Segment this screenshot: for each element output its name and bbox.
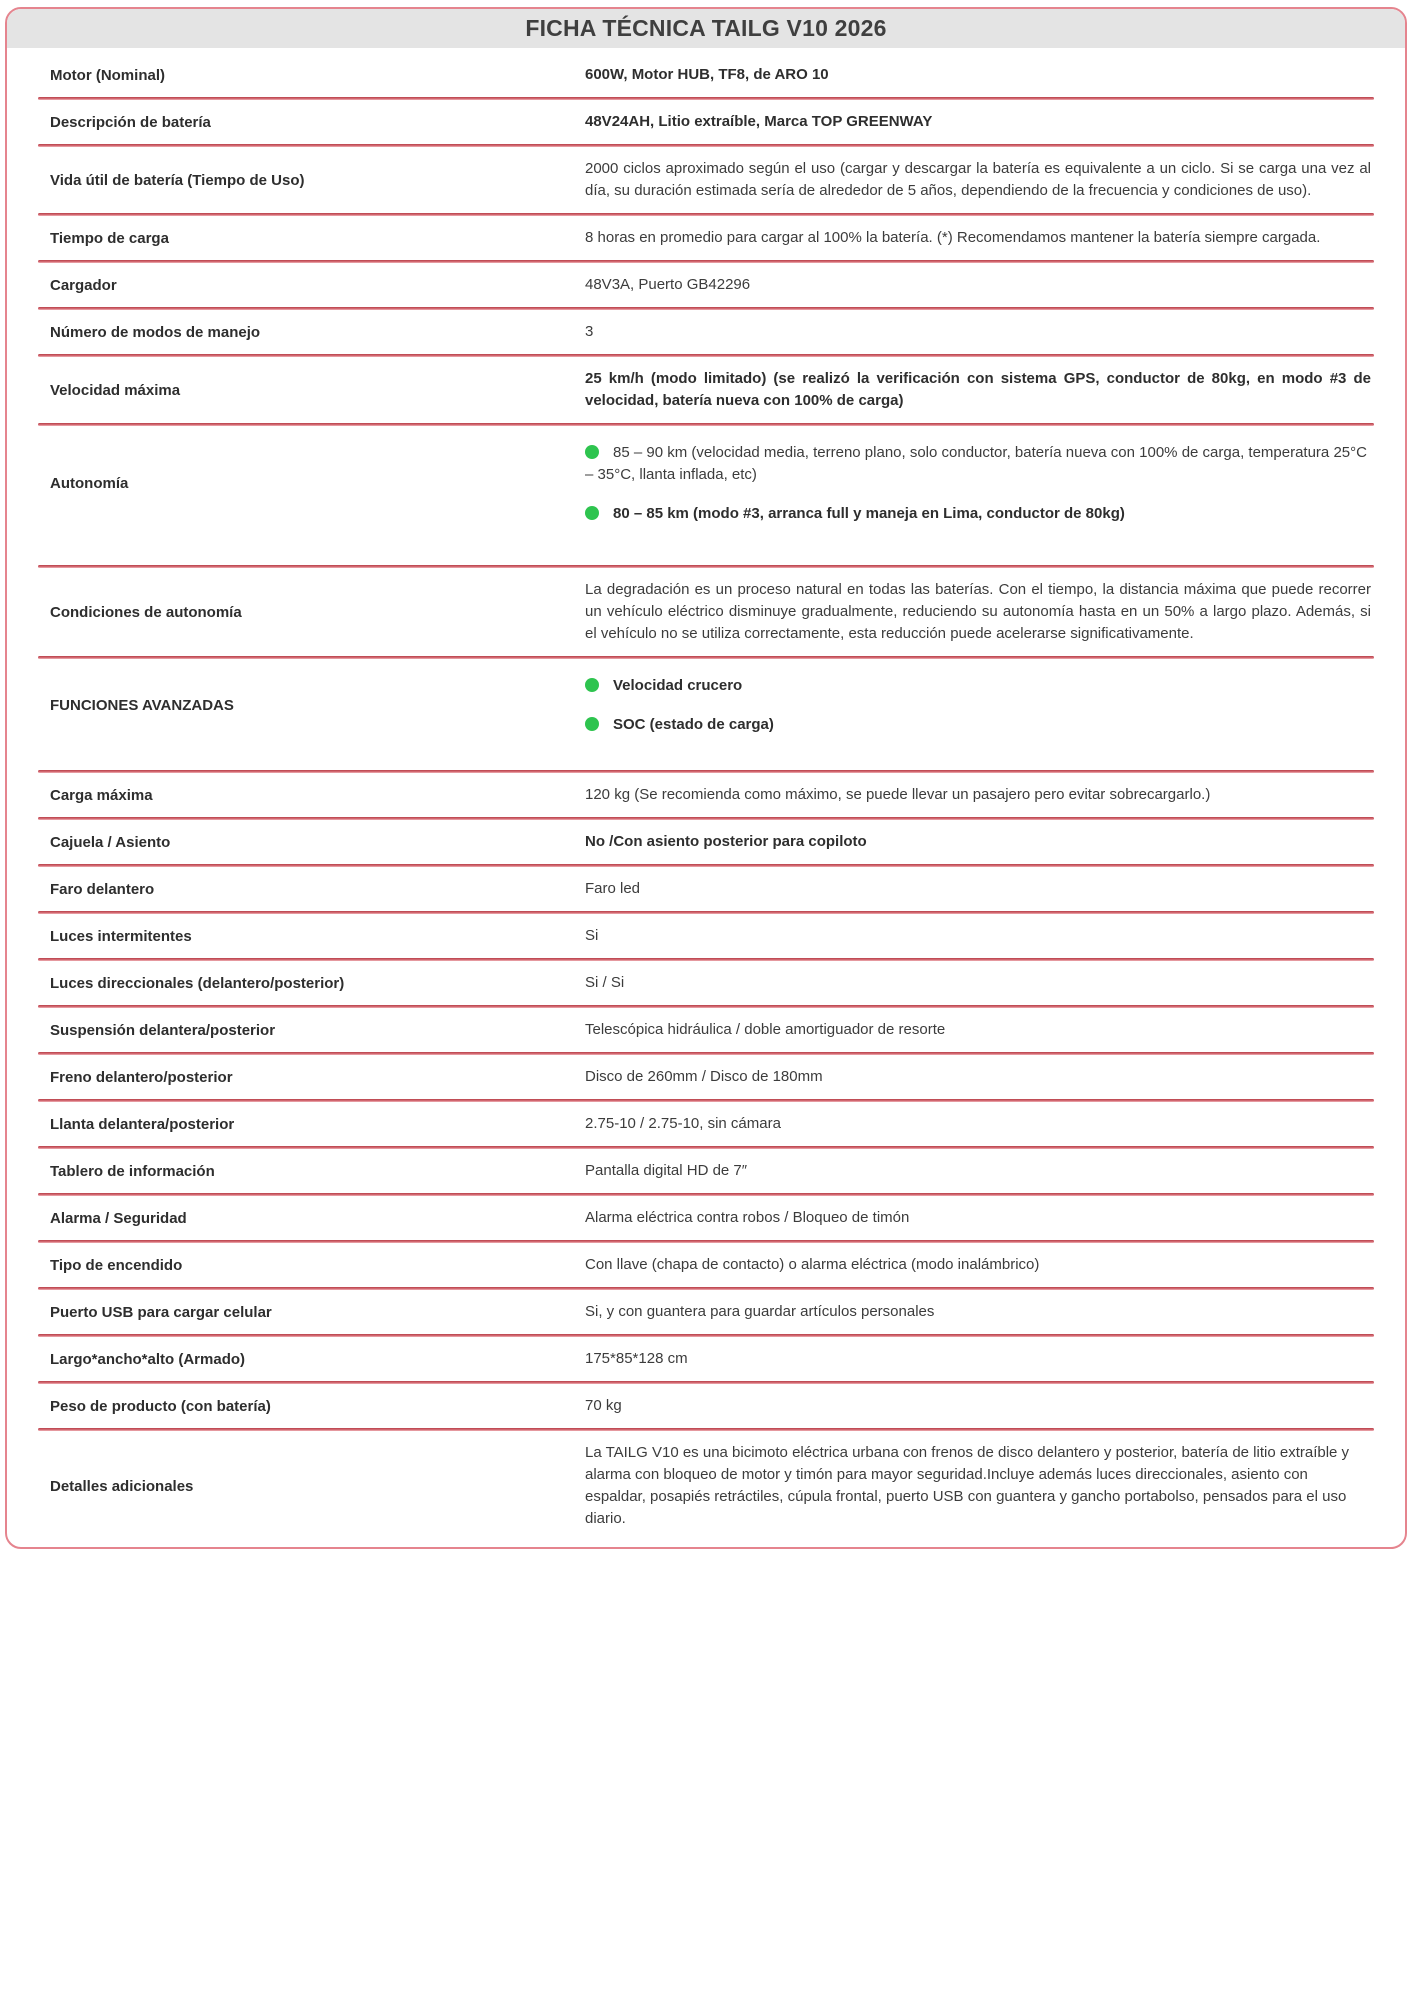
spec-value: La TAILG V10 es una bicimoto eléctrica urbana con frenos de disco delantero y posterior, batería de litio extraíble y alarma con bloqueo de motor y timón para mayor seguridad.Incluye además luces direccionales, asiento con espaldar, posapiés retráctiles, cúpula frontal, puerto USB con guantera y gancho portabolso, pensados para el uso diario. [585, 1444, 1350, 1527]
spec-value: 8 horas en promedio para cargar al 100% la batería. (*) Recomendamos mantener la batería siempre cargada. [585, 229, 1321, 246]
green-dot-icon [585, 717, 599, 731]
spec-row-motor [7, 48, 1405, 97]
spec-value: Disco de 260mm / Disco de 180mm [585, 1068, 823, 1085]
spec-value: Si [585, 927, 599, 944]
bullet-text: 85 – 90 km (velocidad media, terreno plano, solo conductor, batería nueva con 100% de carga, temperatura 25°C – 35°C, llanta inflada, etc) [585, 444, 1367, 483]
spec-value: Pantalla digital HD de 7″ [585, 1162, 748, 1179]
spec-row-luces-intermitentes [7, 914, 1405, 958]
spec-label: Motor (Nominal) [50, 66, 165, 84]
spec-value: La degradación es un proceso natural en todas las baterías. Con el tiempo, la distancia máxima que puede recorrer un vehículo eléctrico disminuye gradualmente, reduciendo su autonomía hasta en un 50% a largo plazo. Además, si el vehículo no se utiliza correctamente, esta reducción puede acelerarse significativamente. [585, 581, 1371, 642]
spec-row-condiciones [7, 568, 1405, 656]
spec-row-alarma [7, 1196, 1405, 1240]
spec-row-encendido [7, 1243, 1405, 1287]
spec-row-tablero [7, 1149, 1405, 1193]
spec-label: Tipo de encendido [50, 1256, 183, 1274]
spec-value: Si, y con guantera para guardar artículos personales [585, 1303, 935, 1320]
spec-value: Alarma eléctrica contra robos / Bloqueo de timón [585, 1209, 910, 1226]
autonomy-bullet-1 [585, 442, 1371, 486]
spec-label: Suspensión delantera/posterior [50, 1021, 276, 1039]
spec-label: Cargador [50, 276, 117, 294]
spec-label: Carga máxima [50, 786, 153, 804]
page-title: FICHA TÉCNICA TAILG V10 2026 [525, 15, 887, 41]
spec-value: 2000 ciclos aproximado según el uso (cargar y descargar la batería es equivalente a un ciclo. Si se carga una vez al día, su duración estimada sería de alrededor de 5 años, dependiendo de la frecuencia y condiciones de uso). [585, 160, 1371, 199]
spec-label: Llanta delantera/posterior [50, 1115, 235, 1133]
spec-row-bateria [7, 100, 1405, 144]
feature-bullet-2 [585, 714, 1371, 736]
spec-row-tiempo-carga [7, 216, 1405, 260]
spec-value: 3 [585, 323, 594, 340]
spec-row-faro [7, 867, 1405, 911]
spec-row-usb [7, 1290, 1405, 1334]
spec-row-cajuela [7, 820, 1405, 864]
spec-row-modos [7, 310, 1405, 354]
spec-value: Faro led [585, 880, 641, 897]
bullet-text: Velocidad crucero [613, 677, 743, 694]
spec-row-autonomia [7, 426, 1405, 565]
bullet-text: SOC (estado de carga) [613, 716, 774, 733]
spec-value: No /Con asiento posterior para copiloto [585, 833, 867, 850]
spec-row-velocidad [7, 357, 1405, 423]
green-dot-icon [585, 445, 599, 459]
spec-row-funciones [7, 659, 1405, 770]
spec-label: Luces intermitentes [50, 927, 192, 945]
spec-label: Descripción de batería [50, 113, 211, 131]
feature-bullet-1 [585, 675, 1371, 697]
spec-row-detalles [7, 1431, 1405, 1541]
spec-row-freno [7, 1055, 1405, 1099]
spec-row-luces-direccionales [7, 961, 1405, 1005]
spec-value: Si / Si [585, 974, 625, 991]
spec-label: Velocidad máxima [50, 381, 181, 399]
autonomy-bullet-2 [585, 503, 1371, 525]
spec-row-vida-util [7, 147, 1405, 213]
spec-value: 48V3A, Puerto GB42296 [585, 276, 751, 293]
spec-label: FUNCIONES AVANZADAS [50, 697, 234, 714]
spec-row-carga-maxima [7, 773, 1405, 817]
spec-label: Tablero de información [50, 1162, 215, 1180]
spec-label: Cajuela / Asiento [50, 833, 171, 851]
spec-label: Puerto USB para cargar celular [50, 1303, 272, 1321]
spec-value: 2.75-10 / 2.75-10, sin cámara [585, 1115, 781, 1132]
spec-label: Tiempo de carga [50, 229, 169, 247]
spec-value: 25 km/h (modo limitado) (se realizó la verificación con sistema GPS, conductor de 80kg, en modo #3 de velocidad, batería nueva con 100% de carga) [585, 370, 1371, 409]
spec-label: Condiciones de autonomía [50, 603, 242, 621]
spec-value: 175*85*128 cm [585, 1350, 688, 1367]
spec-label: Luces direccionales (delantero/posterior) [50, 974, 345, 992]
spec-sheet [5, 7, 1407, 1549]
spec-row-peso [7, 1384, 1405, 1428]
spec-label: Autonomía [50, 475, 129, 492]
spec-value: 70 kg [585, 1397, 622, 1414]
spec-label: Faro delantero [50, 880, 155, 898]
spec-label: Detalles adicionales [50, 1477, 194, 1495]
spec-label: Largo*ancho*alto (Armado) [50, 1350, 246, 1368]
spec-table [7, 48, 1405, 1547]
spec-label: Vida útil de batería (Tiempo de Uso) [50, 171, 305, 189]
spec-label: Peso de producto (con batería) [50, 1397, 271, 1415]
bullet-text: 80 – 85 km (modo #3, arranca full y maneja en Lima, conductor de 80kg) [613, 505, 1125, 522]
spec-value: Con llave (chapa de contacto) o alarma eléctrica (modo inalámbrico) [585, 1256, 1040, 1273]
green-dot-icon [585, 678, 599, 692]
spec-label: Alarma / Seguridad [50, 1209, 187, 1227]
spec-value: 120 kg (Se recomienda como máximo, se puede llevar un pasajero pero evitar sobrecargarlo.) [585, 786, 1211, 803]
sheet-header [7, 9, 1405, 48]
spec-value: Telescópica hidráulica / doble amortiguador de resorte [585, 1021, 946, 1038]
spec-value: 600W, Motor HUB, TF8, de ARO 10 [585, 66, 829, 83]
spec-value: 48V24AH, Litio extraíble, Marca TOP GREENWAY [585, 113, 933, 130]
spec-label: Freno delantero/posterior [50, 1068, 233, 1086]
green-dot-icon [585, 506, 599, 520]
spec-row-dimensiones [7, 1337, 1405, 1381]
spec-row-suspension [7, 1008, 1405, 1052]
spec-row-llanta [7, 1102, 1405, 1146]
spec-label: Número de modos de manejo [50, 323, 261, 341]
spec-row-cargador [7, 263, 1405, 307]
